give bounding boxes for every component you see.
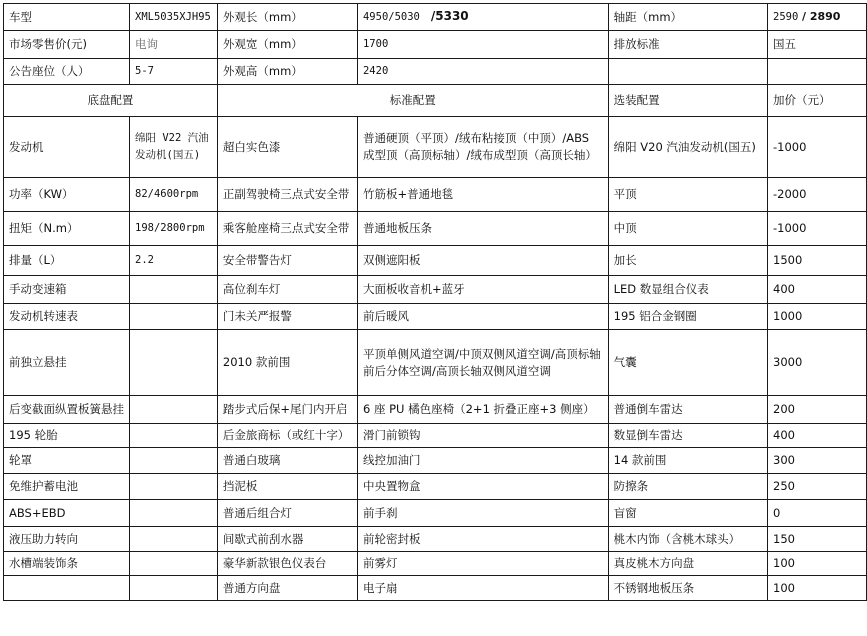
length-bold: /5330 xyxy=(430,9,469,23)
cell-std1: 间歇式前刮水器 xyxy=(217,527,357,552)
cell-std2: 电子扇 xyxy=(357,576,608,601)
header-row xyxy=(4,85,867,117)
cell-chassis-val: 198/2800rpm xyxy=(130,212,218,246)
cell-price: 100 xyxy=(768,576,867,601)
table-row xyxy=(4,178,867,212)
cell-chassis: 液压助力转向 xyxy=(4,527,130,552)
cell-opt: 中顶 xyxy=(608,212,767,246)
cell-opt: 防擦条 xyxy=(608,474,767,500)
cell-price: 1000 xyxy=(768,304,867,330)
cell-std1: 后金旅商标（或红十字） xyxy=(217,424,357,448)
cell-price: 200 xyxy=(768,396,867,424)
cell-chassis-val xyxy=(130,500,218,527)
wheelbase-value xyxy=(768,4,867,31)
cell-std1: 超白实色漆 xyxy=(217,117,357,178)
table-row xyxy=(4,276,867,304)
cell-std2: 前雾灯 xyxy=(357,552,608,576)
table-row xyxy=(4,527,867,552)
cell-std2: 前后暖风 xyxy=(357,304,608,330)
cell-std2: 中央置物盒 xyxy=(357,474,608,500)
header-optional: 选装配置 xyxy=(608,85,767,117)
label-wheelbase: 轴距（mm） xyxy=(608,4,767,31)
cell-price: 300 xyxy=(768,448,867,474)
cell-opt: 平顶 xyxy=(608,178,767,212)
length-value xyxy=(357,4,608,31)
cell-std2: 普通地板压条 xyxy=(357,212,608,246)
table-row xyxy=(4,117,867,178)
cell-std2: 大面板收音机+蓝牙 xyxy=(357,276,608,304)
cell-std1: 踏步式后保+尾门内开启 xyxy=(217,396,357,424)
wheelbase-main: 2590 xyxy=(773,11,799,23)
table-row xyxy=(4,500,867,527)
cell-std1: 安全带警告灯 xyxy=(217,246,357,276)
table-row xyxy=(4,304,867,330)
cell-price: -1000 xyxy=(768,212,867,246)
cell-opt: LED 数显组合仪表 xyxy=(608,276,767,304)
cell-opt: 桃木内饰（含桃木球头） xyxy=(608,527,767,552)
cell-chassis: 轮罩 xyxy=(4,448,130,474)
cell-std2: 线控加油门 xyxy=(357,448,608,474)
cell-std2: 普通硬顶（平顶）/绒布粘接顶（中顶）/ABS 成型顶（高顶标轴）/绒布成型顶（高顶长轴） xyxy=(357,117,608,178)
cell-std1: 普通白玻璃 xyxy=(217,448,357,474)
cell-chassis-val: 2.2 xyxy=(130,246,218,276)
label-height: 外观高（mm） xyxy=(217,59,357,85)
header-standard: 标准配置 xyxy=(217,85,608,117)
cell-opt: 盲窗 xyxy=(608,500,767,527)
cell-chassis-val xyxy=(130,276,218,304)
cell-opt: 普通倒车雷达 xyxy=(608,396,767,424)
cell-price: 150 xyxy=(768,527,867,552)
cell-chassis: ABS+EBD xyxy=(4,500,130,527)
cell-chassis: 发动机 xyxy=(4,117,130,178)
cell-chassis-val xyxy=(130,576,218,601)
cell-opt: 气囊 xyxy=(608,330,767,396)
price-value: 电询 xyxy=(130,31,218,59)
cell-chassis-val xyxy=(130,552,218,576)
spec-body xyxy=(4,117,867,601)
table-row xyxy=(4,396,867,424)
cell-chassis: 前独立悬挂 xyxy=(4,330,130,396)
cell-chassis-val xyxy=(130,330,218,396)
header-chassis: 底盘配置 xyxy=(4,85,218,117)
cell-std1: 乘客舱座椅三点式安全带 xyxy=(217,212,357,246)
cell-price: 3000 xyxy=(768,330,867,396)
cell-std2: 竹筋板+普通地毯 xyxy=(357,178,608,212)
label-length: 外观长（mm） xyxy=(217,4,357,31)
info-row-2 xyxy=(4,31,867,59)
wheelbase-bold: / 2890 xyxy=(801,10,841,23)
table-row xyxy=(4,330,867,396)
cell-chassis xyxy=(4,576,130,601)
empty-cell xyxy=(608,59,767,85)
cell-std1: 门未关严报警 xyxy=(217,304,357,330)
cell-chassis-val xyxy=(130,474,218,500)
info-row-3 xyxy=(4,59,867,85)
cell-chassis: 后变截面纵置板簧悬挂 xyxy=(4,396,130,424)
cell-chassis: 水槽端装饰条 xyxy=(4,552,130,576)
cell-std2: 前轮密封板 xyxy=(357,527,608,552)
table-row xyxy=(4,246,867,276)
length-main: 4950/5030 xyxy=(362,11,420,23)
cell-chassis-val xyxy=(130,424,218,448)
cell-opt: 真皮桃木方向盘 xyxy=(608,552,767,576)
cell-std1: 高位刹车灯 xyxy=(217,276,357,304)
emission-value: 国五 xyxy=(768,31,867,59)
cell-price: -1000 xyxy=(768,117,867,178)
cell-chassis: 195 轮胎 xyxy=(4,424,130,448)
cell-price: 250 xyxy=(768,474,867,500)
cell-std2: 6 座 PU 橘色座椅（2+1 折叠正座+3 侧座） xyxy=(357,396,608,424)
table-row xyxy=(4,576,867,601)
label-width: 外观宽（mm） xyxy=(217,31,357,59)
cell-opt: 195 铝合金钢圈 xyxy=(608,304,767,330)
cell-price: 400 xyxy=(768,424,867,448)
cell-opt: 加长 xyxy=(608,246,767,276)
cell-price: 0 xyxy=(768,500,867,527)
label-model: 车型 xyxy=(4,4,130,31)
cell-price: 400 xyxy=(768,276,867,304)
cell-chassis: 手动变速箱 xyxy=(4,276,130,304)
cell-std1: 2010 款前围 xyxy=(217,330,357,396)
label-price: 市场零售价(元) xyxy=(4,31,130,59)
cell-std1: 正副驾驶椅三点式安全带 xyxy=(217,178,357,212)
height-value: 2420 xyxy=(357,59,608,85)
cell-std1: 挡泥板 xyxy=(217,474,357,500)
cell-chassis: 功率（KW） xyxy=(4,178,130,212)
cell-std1: 普通方向盘 xyxy=(217,576,357,601)
cell-chassis-val xyxy=(130,527,218,552)
cell-chassis-val: 绵阳 V22 汽油发动机(国五) xyxy=(130,117,218,178)
info-row-1 xyxy=(4,4,867,31)
cell-std2: 双侧遮阳板 xyxy=(357,246,608,276)
cell-chassis-val xyxy=(130,396,218,424)
cell-price: 100 xyxy=(768,552,867,576)
label-seats: 公告座位（人） xyxy=(4,59,130,85)
cell-opt: 不锈钢地板压条 xyxy=(608,576,767,601)
empty-cell xyxy=(768,59,867,85)
cell-price: -2000 xyxy=(768,178,867,212)
cell-std1: 普通后组合灯 xyxy=(217,500,357,527)
cell-chassis-val xyxy=(130,448,218,474)
label-emission: 排放标准 xyxy=(608,31,767,59)
table-row xyxy=(4,474,867,500)
table-row xyxy=(4,552,867,576)
table-row xyxy=(4,448,867,474)
cell-std2: 滑门前锁钩 xyxy=(357,424,608,448)
cell-chassis: 扭矩（N.m） xyxy=(4,212,130,246)
cell-opt: 14 款前围 xyxy=(608,448,767,474)
width-value: 1700 xyxy=(357,31,608,59)
table-row xyxy=(4,212,867,246)
header-price: 加价（元） xyxy=(768,85,867,117)
seats-value: 5-7 xyxy=(130,59,218,85)
model-value: XML5035XJH95 xyxy=(130,4,218,31)
cell-chassis: 发动机转速表 xyxy=(4,304,130,330)
cell-chassis: 免维护蓄电池 xyxy=(4,474,130,500)
cell-opt: 绵阳 V20 汽油发动机(国五) xyxy=(608,117,767,178)
cell-opt: 数显倒车雷达 xyxy=(608,424,767,448)
cell-chassis-val: 82/4600rpm xyxy=(130,178,218,212)
cell-chassis-val xyxy=(130,304,218,330)
cell-price: 1500 xyxy=(768,246,867,276)
table-row xyxy=(4,424,867,448)
cell-chassis: 排量（L） xyxy=(4,246,130,276)
cell-std2: 平顶单侧风道空调/中顶双侧风道空调/高顶标轴前后分体空调/高顶长轴双侧风道空调 xyxy=(357,330,608,396)
cell-std1: 豪华新款银色仪表台 xyxy=(217,552,357,576)
cell-std2: 前手刹 xyxy=(357,500,608,527)
vehicle-spec-table xyxy=(3,3,867,601)
